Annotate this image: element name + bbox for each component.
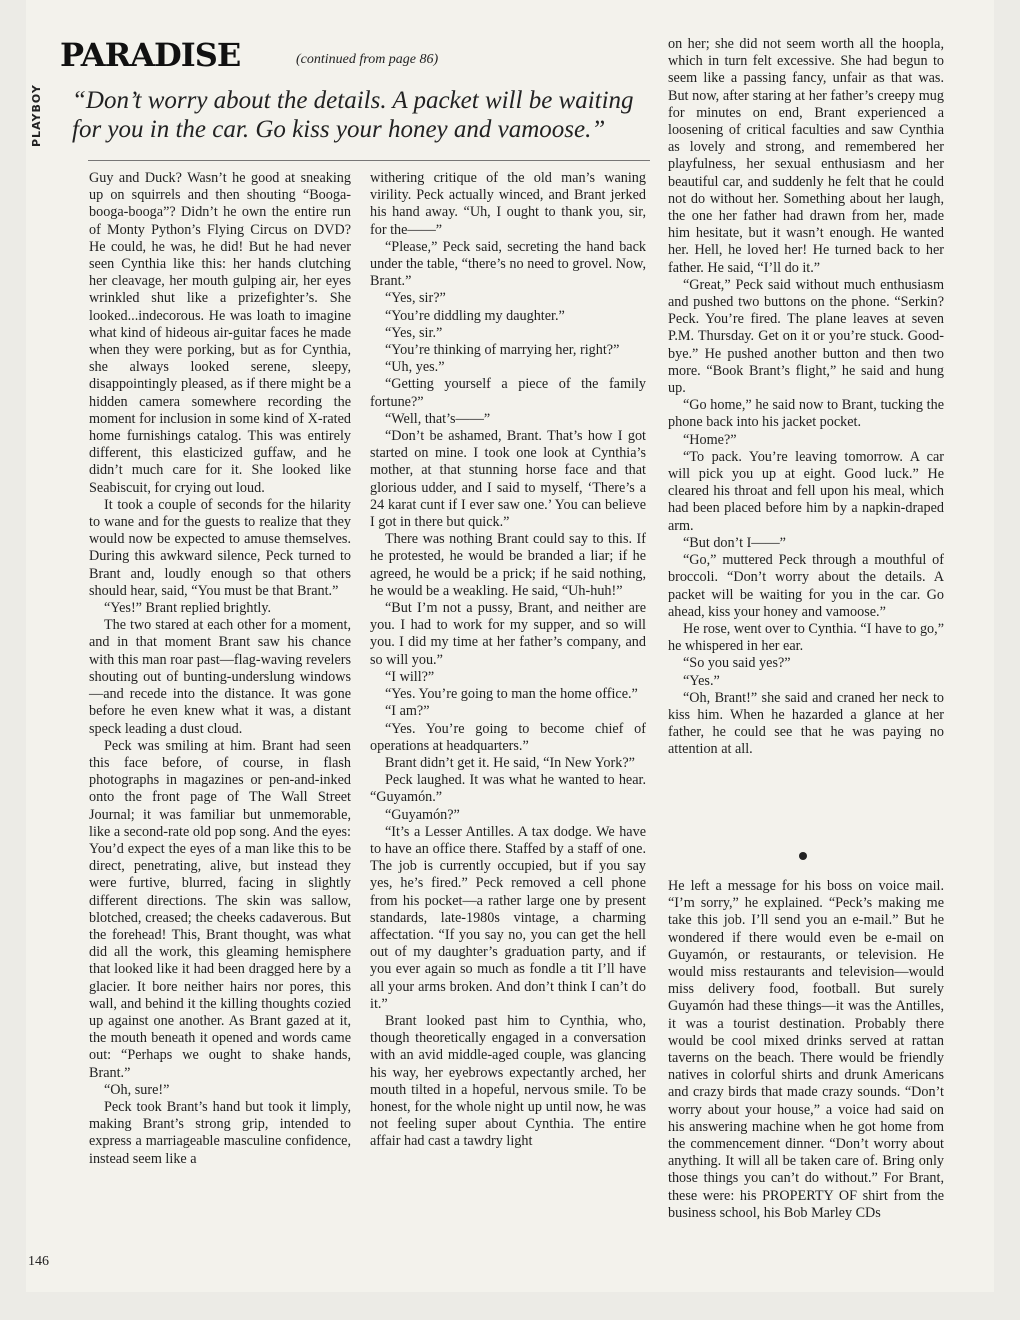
paragraph: “Home?” — [683, 431, 737, 448]
paragraph: Peck took Brant’s hand but took it limply, making Brant’s strong grip, intended to express a marriageable masculine confidence, instead seem like a — [89, 1098, 351, 1167]
paragraph: “Getting yourself a piece of the family fortune?” — [370, 376, 646, 410]
paragraph: “Yes, sir?” — [385, 290, 446, 307]
paragraph: “Yes.” — [683, 672, 720, 689]
paragraph: Guy and Duck? Wasn’t he good at sneaking up on squirrels and then shouting “Booga-booga-booga”? Didn’t he own the entire run of Monty Python’s Flying Circus on DVD? He could, he was, he did! But he had never seen Cynthia like this: her hands clutching her cleavage, her mouth gulping air, her eyes wrinkled shut like a prizefighter’s. She looked...indecorous. He was loath to imagine what kind of hideous air-guitar faces he made when they were porking, but as for Cynthia, she always looked serene, sleepy, disappointingly pleased, as if there might be a hidden camera somewhere recording the moment for inclusion in some kind of X-rated home furnishings catalog. This was entirely different, this elasticized guffaw, and he didn’t much care for it. She looked like Seabiscuit, for crying out loud. — [89, 170, 351, 496]
paragraph: on her; she did not seem worth all the hoopla, which in turn felt excessive. She had begun to seem like a passing fancy, unfair as that was. But now, after staring at her father’s creepy mug for minutes on end, Brant experienced a loosening of critical faculties and saw Cynthia as lovely and strong, and remembered her playfulness, her sexual enthusiasm and her beautiful car, and suddenly he felt that he could not do without her. Something about her laugh, the one her father had drawn from her, made him hesitate, but it wasn’t enough. He wanted her. Hell, he loved her! He turned back to her father. He said, “I’ll do it.” — [668, 36, 944, 276]
paragraph: “Go home,” he said now to Brant, tucking the phone back into his jacket pocket. — [668, 397, 944, 431]
paragraph: “Yes. You’re going to man the home office.” — [385, 686, 638, 703]
column-3 — [668, 36, 944, 759]
paragraph: “Don’t be ashamed, Brant. That’s how I got started on mine. I took one look at Cynthia’s mother, at that stunning horse face and that glorious udder, and I said to myself, ‘There’s a 24 karat cunt if I ever saw one.’ You can believe I got in there but quick.” — [370, 428, 646, 531]
paragraph: “It’s a Lesser Antilles. A tax dodge. We have to have an office there. Staffed by a staff of one. The job is currently occupied, but if you say yes, he’s fired.” Peck removed a cell phone from his pocket—a rather large one by present standards, late-1980s vintage, a charming affectation. “If you say no, you can get the hell out of my daughter’s graduation party, and if you ever again so much as fondle a tit I’ll have all your arms broken. And don’t think I can’t do it.” — [370, 823, 646, 1012]
paragraph: “Guyamón?” — [385, 806, 460, 823]
paragraph: Brant didn’t get it. He said, “In New York?” — [385, 754, 635, 771]
pull-quote: “Don’t worry about the details. A packet will be waiting for you in the car. Go kiss your honey and vamoose.” — [72, 87, 634, 143]
paragraph: “But I’m not a pussy, Brant, and neither are you. I had to work for my supper, and so will you. I did my time at her father’s company, and so will you.” — [370, 600, 646, 668]
paragraph: Peck was smiling at him. Brant had seen this face before, of course, in flash photographs in magazines or pen-and-inked onto the front page of The Wall Street Journal; it was familiar but unmemorable, like a second-rate old pop song. And the eyes: You’d expect the eyes of a man like this to be direct, penetrating, alive, but instead they were furtive, blurred, facing in slightly different directions. The skin was sallow, blotched, creased; the cheeks cadaverous. But the forehead! This, Brant thought, was what did all the work, this gleaming hemisphere that looked like it had been dragged here by a glacier. It bore neither hairs nor pores, this wall, and behind it the killing thoughts cozied up against one another. As Brant gazed at it, the mouth beneath it opened and words came out: “Perhaps we ought to shake hands, Brant.” — [89, 737, 351, 1081]
story-title: PARADISE — [60, 36, 241, 74]
page-number: 146 — [28, 1254, 49, 1269]
paragraph: “Oh, sure!” — [104, 1081, 170, 1098]
column-2 — [370, 170, 646, 1151]
column-3-continued — [668, 878, 944, 1222]
paragraph: “So you said yes?” — [683, 655, 791, 672]
column-1 — [89, 170, 351, 1168]
paragraph: Peck laughed. It was what he wanted to hear. “Guyamón.” — [370, 772, 646, 806]
paragraph: “Please,” Peck said, secreting the hand back under the table, “there’s no need to grovel. Now, Brant.” — [370, 238, 646, 290]
paragraph: “Yes. You’re going to become chief of operations at headquarters.” — [370, 720, 646, 754]
paragraph: There was nothing Brant could say to this. If he protested, he would be branded a liar; if he agreed, he would be a prick; if he said nothing, he would be a weakling. He said, “Uh-huh!” — [370, 531, 646, 599]
section-break-dot — [799, 852, 807, 860]
continued-line: (continued from page 86) — [296, 52, 439, 67]
paragraph: “To pack. You’re leaving tomorrow. A car will pick you up at eight. Good luck.” He cleared his throat and fell upon his meal, which had been placed before him by a napkin-draped arm. — [668, 448, 944, 534]
paragraph: “I am?” — [385, 703, 430, 720]
paragraph: “Yes, sir.” — [385, 324, 443, 341]
paragraph: “Yes!” Brant replied brightly. — [104, 600, 272, 617]
paragraph: It took a couple of seconds for the hilarity to wane and for the guests to realize that they would now be expected to amuse themselves. During this awkward silence, Peck turned to Brant and, loudly enough so that others should hear, said, “You must be that Brant.” — [89, 496, 351, 599]
paragraph: Brant looked past him to Cynthia, who, though theoretically engaged in a conversation with an avid middle-aged couple, was glancing his way, her eyebrows expectantly arched, her mouth tilted in a hopeful, nervous smile. To be honest, for the whole night up until now, he was not feeling super about Cynthia. The entire affair had cast a tawdry light — [370, 1012, 646, 1150]
paragraph: withering critique of the old man’s waning virility. Peck actually winced, and Brant jerked his hand away. “Uh, I ought to thank you, sir, for the——” — [370, 170, 646, 238]
paragraph: “But don’t I——” — [683, 534, 786, 551]
paragraph: “Go,” muttered Peck through a mouthful of broccoli. “Don’t worry about the details. A packet will be waiting for you in the car. Go ahead, kiss your honey and vamoose.” — [668, 552, 944, 620]
running-head: PLAYBOY — [30, 84, 43, 148]
paragraph: “Uh, yes.” — [385, 359, 445, 376]
paragraph: He rose, went over to Cynthia. “I have to go,” he whispered in her ear. — [668, 620, 944, 655]
paragraph: “Oh, Brant!” she said and craned her neck to kiss him. When he hazarded a glance at her father, he could see that he was paying no attention at all. — [668, 689, 944, 758]
pull-quote-rule — [88, 160, 650, 161]
paragraph: He left a message for his boss on voice mail. “I’m sorry,” he explained. “Peck’s making me take this job. I’ll send you an e-mail.” But he wondered if there would even be e-mail on Guyamón, or restaurants, or television. He would miss restaurants and television—would miss delivery food, football. But surely Guyamón had these things—it was the Antilles, it was a tourist destination. Probably there would be cool mixed drinks served at rattan taverns on the beach. There would be friendly natives in colorful shirts and drunk Americans and crazy birds that made crazy sounds. “Don’t worry about your house,” a voice had said on his answering machine when he got home from the commencement dinner. “Don’t worry about anything. It will all be taken care of. Bring only those things you can’t do without.” For Brant, these were: his PROPERTY OF shirt from the business school, his Bob Marley CDs — [668, 878, 944, 1221]
paragraph: “Great,” Peck said without much enthusiasm and pushed two buttons on the phone. “Serkin? Peck. You’re fired. The plane leaves at seven P.M. Thursday. Get on it or you’re stuck. Good-bye.” He pushed another button and then two more. “Book Brant’s flight,” he said and hung up. — [668, 276, 944, 397]
paragraph: “Well, that’s——” — [385, 410, 491, 427]
paragraph: The two stared at each other for a moment, and in that moment Brant saw his chance with this man roar past—flag-waving revelers shouting out of bunting-underslung windows—and recede into the distance. It was gone before he even knew what it was, a distant speck leading a dust cloud. — [89, 617, 351, 737]
paragraph: “I will?” — [385, 668, 435, 685]
paragraph: “You’re diddling my daughter.” — [385, 307, 565, 324]
paragraph: “You’re thinking of marrying her, right?” — [385, 342, 620, 359]
